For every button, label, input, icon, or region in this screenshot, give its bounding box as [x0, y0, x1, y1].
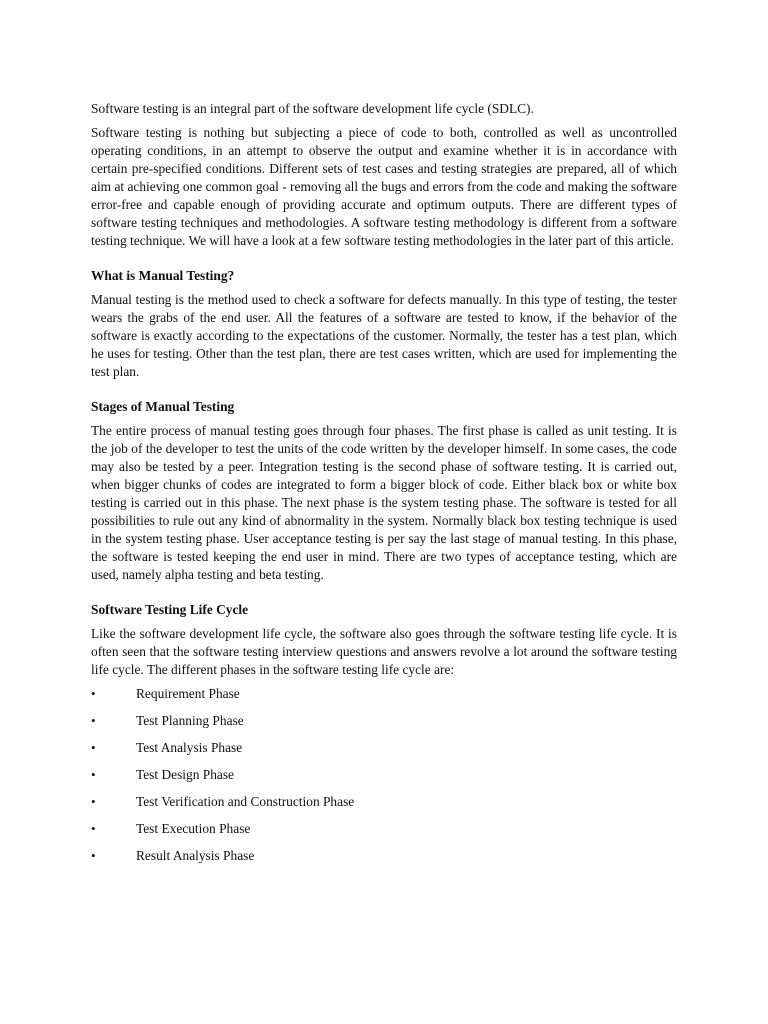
list-item — [91, 793, 677, 820]
phase-label: Test Execution Phase — [136, 821, 251, 836]
list-item — [91, 685, 677, 712]
bullet-icon: • — [91, 740, 96, 755]
list-item — [91, 847, 677, 874]
manual-testing-heading: What is Manual Testing? — [91, 268, 235, 283]
list-item — [91, 766, 677, 793]
intro-sentence: Software testing is an integral part of the software development life cycle (SDLC). — [91, 101, 534, 116]
bullet-icon: • — [91, 713, 96, 728]
stages-heading: Stages of Manual Testing — [91, 399, 235, 414]
bullet-icon: • — [91, 794, 96, 809]
phase-label: Result Analysis Phase — [136, 848, 255, 863]
list-item — [91, 739, 677, 766]
stlc-paragraph: Like the software development life cycle, the software also goes through the software testing life cycle. It is often seen that the software testing interview questions and answers revolve a lot around the software testing life cycle. The different phases in the software testing life cycle are: — [91, 626, 677, 677]
bullet-icon: • — [91, 821, 96, 836]
bullet-icon: • — [91, 848, 96, 863]
phases-list — [91, 685, 677, 874]
phase-label: Test Analysis Phase — [136, 740, 243, 755]
list-item — [91, 712, 677, 739]
intro-paragraph: Software testing is nothing but subjecting a piece of code to both, controlled as well as uncontrolled operating conditions, in an attempt to observe the output and examine whether it is in accordance with certain pre-specified conditions. Different sets of test cases and testing strategies are prepared, all of which aim at achieving one common goal - removing all the bugs and errors from the code and making the software error-free and capable enough of providing accurate and optimum outputs. There are different types of software testing techniques and methodologies. A software testing methodology is different from a software testing technique. We will have a look at a few software testing methodologies in the later part of this article. — [91, 125, 677, 248]
bullet-icon: • — [91, 686, 96, 701]
phase-label: Test Planning Phase — [136, 713, 244, 728]
phase-label: Test Verification and Construction Phase — [136, 794, 355, 809]
phase-label: Test Design Phase — [136, 767, 234, 782]
document-page — [91, 100, 677, 874]
list-item — [91, 820, 677, 847]
manual-testing-paragraph: Manual testing is the method used to check a software for defects manually. In this type of testing, the tester wears the grabs of the end user. All the features of a software are tested to know, if the behavior of the software is exactly according to the expectations of the customer. Normally, the tester has a test plan, which he uses for testing. Other than the test plan, there are test cases written, which are used for implementing the test plan. — [91, 292, 677, 379]
stlc-heading: Software Testing Life Cycle — [91, 602, 249, 617]
stages-paragraph: The entire process of manual testing goes through four phases. The first phase is called as unit testing. It is the job of the developer to test the units of the code written by the developer himself. In some cases, the code may also be tested by a peer. Integration testing is the second phase of software testing. It is carried out, when bigger chunks of codes are integrated to form a bigger block of code. Either black box or white box testing is carried out in this phase. The next phase is the system testing phase. The software is tested for all possibilities to rule out any kind of abnormality in the system. Normally black box testing technique is used in the system testing phase. User acceptance testing is per say the last stage of manual testing. In this phase, the software is tested keeping the end user in mind. There are two types of acceptance testing, which are used, namely alpha testing and beta testing. — [91, 423, 677, 582]
phase-label: Requirement Phase — [136, 686, 240, 701]
bullet-icon: • — [91, 767, 96, 782]
